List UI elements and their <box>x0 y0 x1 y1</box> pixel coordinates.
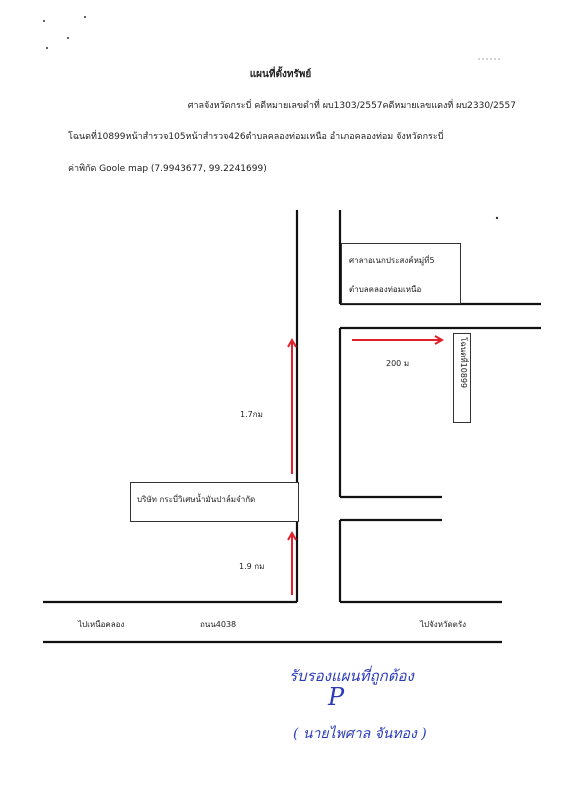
route-arrows <box>288 336 442 595</box>
distance-lower-label: 1.9 กม <box>239 562 265 571</box>
road-left-label: ไปเหนือคลอง <box>78 620 125 629</box>
company-label: บริษัท กระบี่วิเศษน้ำมันปาล์มจำกัด <box>137 495 256 504</box>
document-title: แผนที่ตั้งทรัพย์ <box>249 69 312 80</box>
temple-label-line1: ศาลาอเนกประสงค์หมู่ที่5 <box>349 256 435 265</box>
distance-east-label: 200 ม <box>386 359 410 368</box>
signature-name: ( นายไพศาล จันทอง ) <box>293 726 427 742</box>
road-right-label: ไปจังหวัดตรัง <box>420 620 467 629</box>
title-deed-box <box>453 333 471 423</box>
temple-label-line2: ตำบลคลองท่อมเหนือ <box>349 285 422 294</box>
arrow-north-lower <box>288 533 296 595</box>
scan-specks <box>43 16 502 219</box>
signature-initial: P <box>328 683 345 711</box>
court-case-line: ศาลจังหวัดกระบี่ คดีหมายเลขดำที่ ผบ1303/2557คดีหมายเลขแดงที่ ผบ2330/2557 <box>187 101 516 111</box>
arrow-north-upper <box>288 340 296 474</box>
title-deed-line: โฉนดที่10899หน้าสำรวจ105หน้าสำรวจ426ตำบลคลองท่อมเหนือ อำเภอคลองท่อม จังหวัดกระบี่ <box>68 132 444 142</box>
distance-upper-label: 1.7กม <box>240 410 263 419</box>
company-box <box>130 482 299 522</box>
arrow-east <box>352 336 442 344</box>
signature-certification: รับรองแผนที่ถูกต้อง <box>289 667 414 685</box>
road-name-label: ถนน4038 <box>200 620 237 629</box>
title-deed-label: โฉนดที่10899 <box>459 337 468 389</box>
coordinates-line: ค่าพิกัด Goole map (7.9943677, 99.2241699) <box>68 164 267 174</box>
multipurpose-hall-box <box>341 243 461 304</box>
